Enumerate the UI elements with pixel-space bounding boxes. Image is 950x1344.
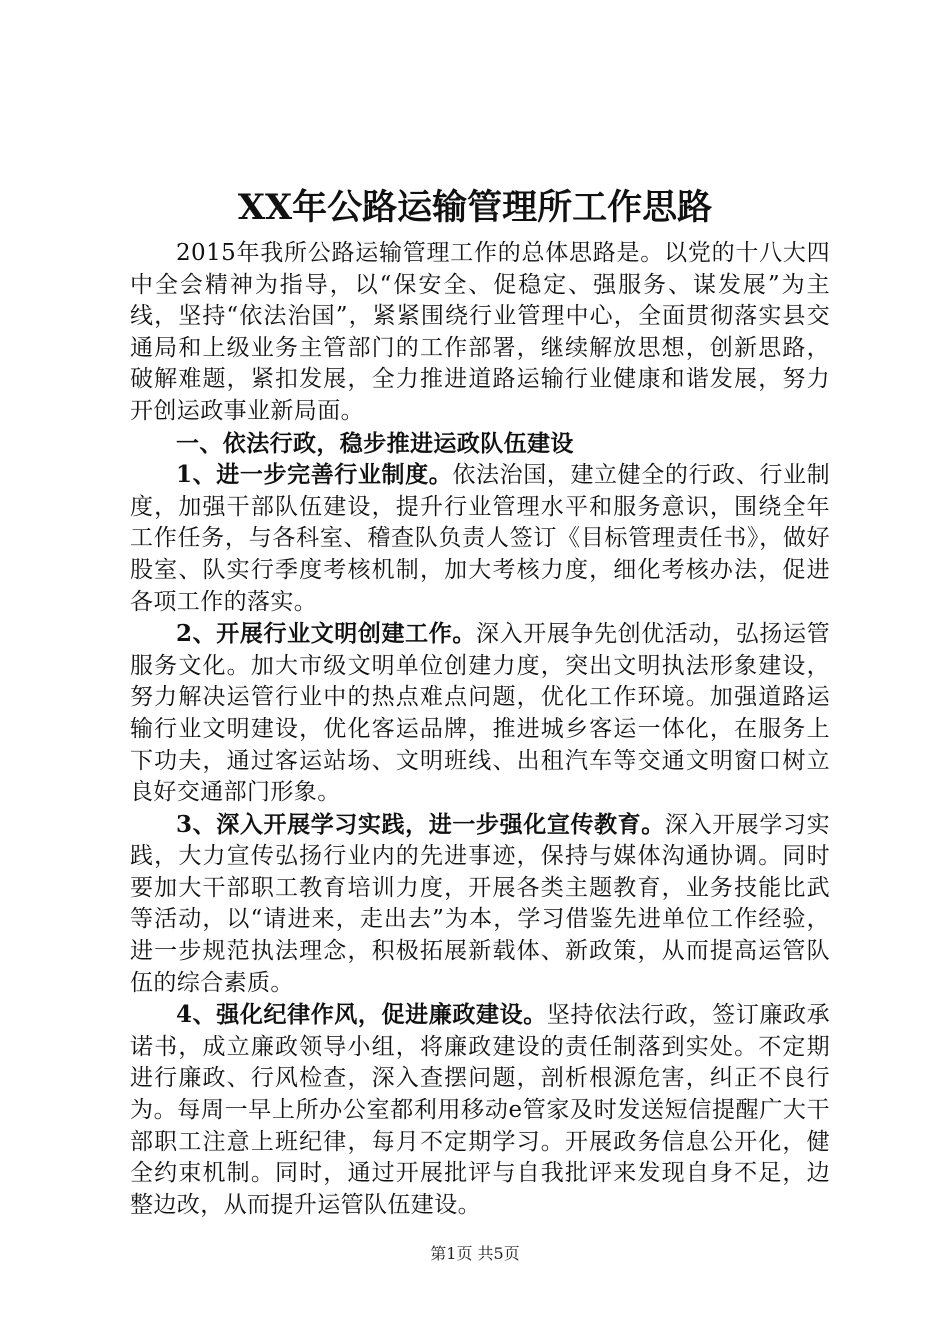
item-paragraph-4 (130, 999, 830, 1221)
item-text-2: 深入开展争先创优活动，弘扬运管服务文化。加大市级文明单位创建力度，突出文明执法形象建设，努力解决运管行业中的热点难点问题，优化工作环境。加强道路运输行业文明建设，优化客运品牌，推进城乡客运一体化，在服务上下功夫，通过客运站场、文明班线、出租汽车等交通文明窗口树立良好交通部门形象。 (130, 621, 830, 806)
item-lead-4: 4、强化纪律作风，促进廉政建设。 (176, 1001, 547, 1029)
item-lead-2: 2、开展行业文明创建工作。 (176, 620, 476, 648)
page-number-footer: 第1页 共5页 (430, 1244, 520, 1263)
item-paragraph-2 (130, 618, 830, 809)
item-paragraph-1 (130, 459, 830, 618)
item-lead-1: 1、进一步完善行业制度。 (176, 461, 453, 489)
item-text-3: 深入开展学习实践，大力宣传弘扬行业内的先进事迹，保持与媒体沟通协调。同时要加大干部职工教育培训力度，开展各类主题教育，业务技能比武等活动，以“请进来，走出去”为本，学习借鉴先进单位工作经验，进一步规范执法理念，积极拓展新载体、新政策，从而提高运管队伍的综合素质。 (130, 811, 830, 996)
document-title: XX年公路运输管理所工作思路 (237, 187, 713, 228)
section-heading: 一、依法行政，稳步推进运政队伍建设 (176, 429, 574, 457)
item-text-1: 依法治国，建立健全的行政、行业制度，加强干部队伍建设，提升行业管理水平和服务意识，围绕全年工作任务，与各科室、稽查队负责人签订《目标管理责任书》，做好股室、队实行季度考核机制，加大考核力度，细化考核办法，促进各项工作的落实。 (130, 462, 830, 615)
intro-paragraph: 2015年我所公路运输管理工作的总体思路是。以党的十八大四中全会精神为指导，以“保安全、促稳定、强服务、谋发展”为主线，坚持“依法治国”，紧紧围绕行业管理中心，全面贯彻落实县交通局和上级业务主管部门的工作部署，继续解放思想，创新思路，破解难题，紧扣发展，全力推进道路运输行业健康和谐发展，努力开创运政事业新局面。 (130, 240, 830, 424)
item-lead-3: 3、深入开展学习实践，进一步强化宣传教育。 (176, 810, 665, 838)
item-paragraph-3 (130, 809, 830, 1000)
document-body (130, 238, 830, 1221)
item-text-4: 坚持依法行政，签订廉政承诺书，成立廉政领导小组，将廉政建设的责任制落到实处。不定期进行廉政、行风检查，深入查摆问题，剖析根源危害，纠正不良行为。每周一早上所办公室都利用移动e管家及时发送短信提醒广大干部职工注意上班纪律，每月不定期学习。开展政务信息公开化，健全约束机制。同时，通过开展批评与自我批评来发现自身不足，边整边改，从而提升运管队伍建设。 (130, 1002, 830, 1218)
